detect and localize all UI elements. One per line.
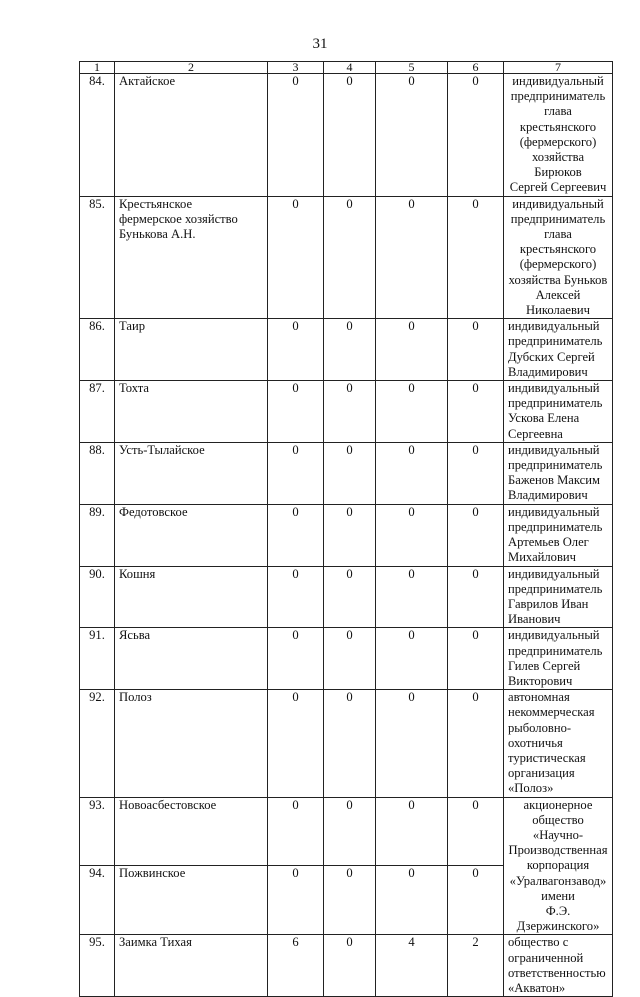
area-name: Полоз <box>115 690 268 797</box>
row-number: 95. <box>80 935 115 997</box>
area-name: Кошня <box>115 566 268 628</box>
value-col-5: 0 <box>376 866 448 935</box>
area-name: Пожвинское <box>115 866 268 935</box>
page-number: 31 <box>312 36 328 52</box>
table-row <box>80 74 613 197</box>
value-col-5: 0 <box>376 381 448 443</box>
value-col-4: 0 <box>324 381 376 443</box>
value-col-5: 4 <box>376 935 448 997</box>
value-col-4: 0 <box>324 504 376 566</box>
value-col-3: 0 <box>268 797 324 866</box>
column-header: 7 <box>504 62 613 74</box>
value-col-4: 0 <box>324 690 376 797</box>
area-name: Актайское <box>115 74 268 197</box>
table-row <box>80 797 613 866</box>
row-number: 90. <box>80 566 115 628</box>
value-col-5: 0 <box>376 690 448 797</box>
value-col-5: 0 <box>376 442 448 504</box>
table-row <box>80 381 613 443</box>
area-name: Заимка Тихая <box>115 935 268 997</box>
value-col-4: 0 <box>324 797 376 866</box>
owner-cell: индивидуальный предприниматель Ускова Елена Сергеевна <box>504 381 613 443</box>
column-header: 1 <box>80 62 115 74</box>
header-row <box>80 62 613 74</box>
table-row <box>80 504 613 566</box>
value-col-6: 0 <box>448 504 504 566</box>
area-name: Усть-Тылайское <box>115 442 268 504</box>
value-col-3: 0 <box>268 381 324 443</box>
value-col-5: 0 <box>376 797 448 866</box>
row-number: 88. <box>80 442 115 504</box>
row-number: 91. <box>80 628 115 690</box>
table-row <box>80 566 613 628</box>
value-col-4: 0 <box>324 566 376 628</box>
table-row <box>80 935 613 997</box>
owner-cell: общество с ограниченной ответственностью «Акватон» <box>504 935 613 997</box>
value-col-5: 0 <box>376 504 448 566</box>
value-col-4: 0 <box>324 196 376 319</box>
table-row <box>80 196 613 319</box>
column-header: 3 <box>268 62 324 74</box>
owner-cell: индивидуальный предприниматель глава крестьянского (фермерского) хозяйства Буньков Алексей Николаевич <box>504 196 613 319</box>
area-name: Крестьянское фермерское хозяйство Бунькова А.Н. <box>115 196 268 319</box>
value-col-4: 0 <box>324 935 376 997</box>
value-col-6: 0 <box>448 74 504 197</box>
value-col-3: 0 <box>268 628 324 690</box>
area-name: Таир <box>115 319 268 381</box>
value-col-4: 0 <box>324 74 376 197</box>
row-number: 89. <box>80 504 115 566</box>
row-number: 94. <box>80 866 115 935</box>
value-col-6: 0 <box>448 381 504 443</box>
value-col-5: 0 <box>376 74 448 197</box>
owner-cell: индивидуальный предприниматель Баженов Максим Владимирович <box>504 442 613 504</box>
value-col-6: 0 <box>448 442 504 504</box>
value-col-4: 0 <box>324 442 376 504</box>
row-number: 93. <box>80 797 115 866</box>
row-number: 92. <box>80 690 115 797</box>
value-col-6: 0 <box>448 690 504 797</box>
value-col-3: 0 <box>268 442 324 504</box>
row-number: 84. <box>80 74 115 197</box>
value-col-3: 0 <box>268 866 324 935</box>
value-col-3: 0 <box>268 74 324 197</box>
row-number: 87. <box>80 381 115 443</box>
table-row <box>80 690 613 797</box>
value-col-3: 0 <box>268 690 324 797</box>
value-col-5: 0 <box>376 196 448 319</box>
table-row <box>80 442 613 504</box>
owner-cell: индивидуальный предприниматель Дубских Сергей Владимирович <box>504 319 613 381</box>
owner-cell: автономная некоммерческая рыболовно-охотничья туристическая организация «Полоз» <box>504 690 613 797</box>
area-name: Федотовское <box>115 504 268 566</box>
owner-cell: индивидуальный предприниматель Гаврилов Иван Иванович <box>504 566 613 628</box>
value-col-4: 0 <box>324 628 376 690</box>
value-col-6: 0 <box>448 866 504 935</box>
value-col-3: 0 <box>268 319 324 381</box>
area-name: Ясьва <box>115 628 268 690</box>
owner-cell: акционерное общество «Научно- Производственная корпорация «Уралвагонзавод» имени Ф.Э. Дзержинского» <box>504 797 613 935</box>
value-col-5: 0 <box>376 566 448 628</box>
column-header: 5 <box>376 62 448 74</box>
value-col-6: 0 <box>448 566 504 628</box>
value-col-6: 0 <box>448 628 504 690</box>
value-col-4: 0 <box>324 866 376 935</box>
table-row <box>80 319 613 381</box>
row-number: 86. <box>80 319 115 381</box>
value-col-3: 6 <box>268 935 324 997</box>
value-col-6: 0 <box>448 319 504 381</box>
value-col-6: 2 <box>448 935 504 997</box>
value-col-4: 0 <box>324 319 376 381</box>
value-col-3: 0 <box>268 566 324 628</box>
value-col-5: 0 <box>376 628 448 690</box>
table-row <box>80 628 613 690</box>
column-header: 4 <box>324 62 376 74</box>
owner-cell: индивидуальный предприниматель Артемьев Олег Михайлович <box>504 504 613 566</box>
column-header: 6 <box>448 62 504 74</box>
row-number: 85. <box>80 196 115 319</box>
owner-cell: индивидуальный предприниматель Гилев Сергей Викторович <box>504 628 613 690</box>
data-table <box>79 61 613 997</box>
area-name: Тохта <box>115 381 268 443</box>
column-header: 2 <box>115 62 268 74</box>
value-col-6: 0 <box>448 196 504 319</box>
area-name: Новоасбестовское <box>115 797 268 866</box>
value-col-3: 0 <box>268 196 324 319</box>
value-col-5: 0 <box>376 319 448 381</box>
value-col-6: 0 <box>448 797 504 866</box>
owner-cell: индивидуальный предприниматель глава крестьянского (фермерского) хозяйства Бирюков Сергей Сергеевич <box>504 74 613 197</box>
value-col-3: 0 <box>268 504 324 566</box>
